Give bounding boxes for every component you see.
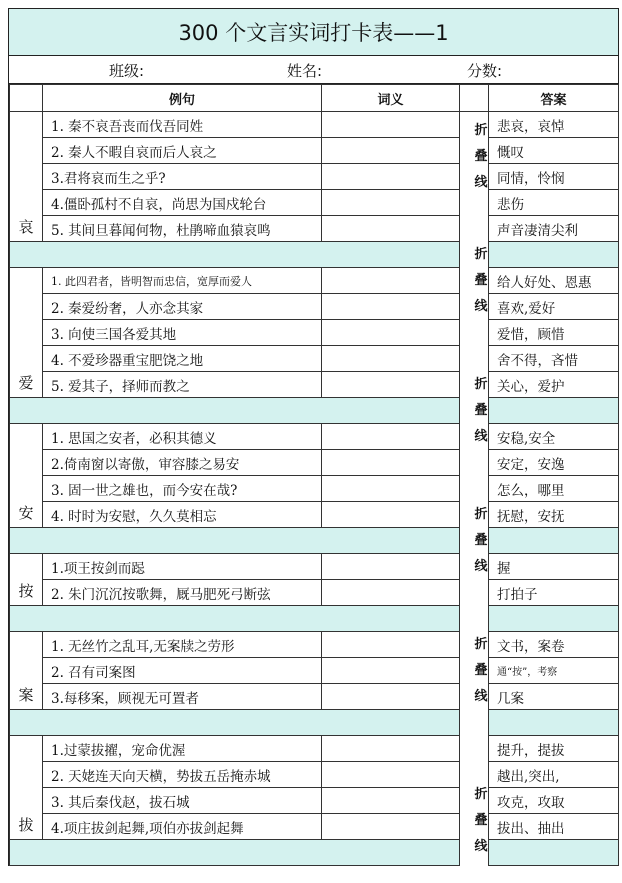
meaning-input[interactable]: [322, 164, 460, 190]
table-row: [10, 476, 619, 502]
meaning-input[interactable]: [322, 788, 460, 814]
answer-cell: 声音凄清尖利: [489, 216, 619, 242]
fold-label: 折: [474, 507, 488, 522]
example-sentence: 4. 不爱珍器重宝肥饶之地: [43, 346, 322, 372]
table-row: [10, 190, 619, 216]
answer-cell: 慨叹: [489, 138, 619, 164]
meaning-input[interactable]: [322, 736, 460, 762]
example-sentence: 3. 其后秦伐赵，拔石城: [43, 788, 322, 814]
example-sentence: 3.君将哀而生之乎?: [43, 164, 322, 190]
fold-line-column: [467, 92, 495, 883]
example-sentence: 4. 时时为安慰，久久莫相忘: [43, 502, 322, 528]
table-row: [10, 268, 619, 294]
example-sentence: 5. 其间旦暮闻何物，杜鹃啼血猿哀鸣: [43, 216, 322, 242]
table-header: [10, 85, 619, 112]
example-sentence: 2. 朱门沉沉按歌舞，厩马肥死弓断弦: [43, 580, 322, 606]
answer-cell: 攻克，攻取: [489, 788, 619, 814]
meaning-input[interactable]: [322, 138, 460, 164]
fold-label: 叠: [474, 533, 488, 548]
example-sentence: 1. 秦不哀吾丧而伐吾同姓: [43, 112, 322, 138]
answer-cell: 通“按”，考察: [489, 658, 619, 684]
example-sentence: 1.过蒙拔擢，宠命优渥: [43, 736, 322, 762]
answer-cell: 越出,突出,: [489, 762, 619, 788]
table-row: [10, 372, 619, 398]
fold-label: 线: [474, 689, 488, 704]
fold-label: 叠: [474, 403, 488, 418]
meaning-input[interactable]: [322, 554, 460, 580]
example-sentence: 4.项庄拔剑起舞,项伯亦拔剑起舞: [43, 814, 322, 840]
vocab-word: 拔: [10, 736, 43, 840]
table-row: [10, 320, 619, 346]
vocab-word: 哀: [10, 112, 43, 242]
answer-cell: 悲伤: [489, 190, 619, 216]
example-sentence: 1.项王按剑而跽: [43, 554, 322, 580]
fold-label: 线: [474, 429, 488, 444]
vocab-word: 安: [10, 424, 43, 528]
example-sentence: 3. 向使三国各爱其地: [43, 320, 322, 346]
table-row: [10, 580, 619, 606]
example-sentence: 2.倚南窗以寄傲，审容膝之易安: [43, 450, 322, 476]
answer-cell: 安稳,安全: [489, 424, 619, 450]
vocab-word: 按: [10, 554, 43, 606]
answer-cell: 拔出、抽出: [489, 814, 619, 840]
spacer-row: [10, 606, 619, 632]
meaning-input[interactable]: [322, 320, 460, 346]
spacer-row: [10, 840, 619, 866]
table-row: [10, 684, 619, 710]
meaning-input[interactable]: [322, 294, 460, 320]
table-row: [10, 632, 619, 658]
header-example: 例句: [43, 85, 322, 112]
spacer-row: [10, 398, 619, 424]
meaning-input[interactable]: [322, 476, 460, 502]
table-row: [10, 164, 619, 190]
answer-cell: 打拍子: [489, 580, 619, 606]
fold-label: 线: [474, 175, 488, 190]
answer-cell: 抚慰，安抚: [489, 502, 619, 528]
table-row: [10, 762, 619, 788]
table-body: [10, 112, 619, 866]
meaning-input[interactable]: [322, 580, 460, 606]
example-sentence: 3.每移案，顾视无可置者: [43, 684, 322, 710]
example-sentence: 1. 思国之安者，必积其德义: [43, 424, 322, 450]
answer-cell: 提升，提拔: [489, 736, 619, 762]
answer-cell: 文书，案卷: [489, 632, 619, 658]
table-row: [10, 450, 619, 476]
meaning-input[interactable]: [322, 372, 460, 398]
answer-cell: 握: [489, 554, 619, 580]
table-row: [10, 112, 619, 138]
vocab-word: 案: [10, 632, 43, 710]
example-sentence: 2. 秦人不暇自哀而后人哀之: [43, 138, 322, 164]
score-label: 分数:: [467, 62, 503, 80]
header-meaning: 词义: [322, 85, 460, 112]
example-sentence: 2. 天姥连天向天横，势拔五岳掩赤城: [43, 762, 322, 788]
fold-label: 叠: [474, 273, 488, 288]
answer-cell: 给人好处、恩惠: [489, 268, 619, 294]
meaning-input[interactable]: [322, 268, 460, 294]
fold-label: 折: [474, 787, 488, 802]
table-row: [10, 788, 619, 814]
example-sentence: 2. 秦爱纷奢，人亦念其家: [43, 294, 322, 320]
fold-label: 折: [474, 377, 488, 392]
spacer-row: [10, 528, 619, 554]
table-row: [10, 554, 619, 580]
meaning-input[interactable]: [322, 450, 460, 476]
fold-label: 折: [474, 123, 488, 138]
page-title: 300 个文言实词打卡表——1: [9, 9, 618, 56]
example-sentence: 1. 此四君者，皆明智而忠信，宽厚而爱人: [43, 268, 322, 294]
answer-cell: 关心，爱护: [489, 372, 619, 398]
spacer-row: [10, 242, 619, 268]
meaning-input[interactable]: [322, 632, 460, 658]
fold-label: 线: [474, 839, 488, 854]
meaning-input[interactable]: [322, 346, 460, 372]
answer-cell: 怎么，哪里: [489, 476, 619, 502]
example-sentence: 5. 爱其子，择师而教之: [43, 372, 322, 398]
meaning-input[interactable]: [322, 762, 460, 788]
answer-cell: 安定，安逸: [489, 450, 619, 476]
meaning-input[interactable]: [322, 216, 460, 242]
vocab-word: 爱: [10, 268, 43, 398]
meaning-input[interactable]: [322, 814, 460, 840]
fold-label: 叠: [474, 813, 488, 828]
worksheet: [8, 8, 619, 866]
fold-label: 叠: [474, 663, 488, 678]
answer-cell: 同情，怜悯: [489, 164, 619, 190]
table-row: [10, 424, 619, 450]
meaning-input[interactable]: [322, 502, 460, 528]
fold-label: 折: [474, 637, 488, 652]
example-sentence: 4.僵卧孤村不自哀，尚思为国戍轮台: [43, 190, 322, 216]
header-answer: 答案: [489, 85, 619, 112]
student-info-row: [9, 56, 618, 84]
meaning-input[interactable]: [322, 424, 460, 450]
name-label: 姓名:: [287, 62, 323, 80]
table-row: [10, 138, 619, 164]
fold-label: 折: [474, 247, 488, 262]
table-row: [10, 736, 619, 762]
table-row: [10, 814, 619, 840]
meaning-input[interactable]: [322, 112, 460, 138]
fold-label: 线: [474, 299, 488, 314]
example-sentence: 3. 固一世之雄也，而今安在哉?: [43, 476, 322, 502]
table-row: [10, 294, 619, 320]
table-row: [10, 346, 619, 372]
example-sentence: 1. 无丝竹之乱耳,无案牍之劳形: [43, 632, 322, 658]
table-row: [10, 216, 619, 242]
vocab-table: [9, 84, 619, 866]
answer-cell: 喜欢,爱好: [489, 294, 619, 320]
table-row: [10, 658, 619, 684]
answer-cell: 悲哀，哀悼: [489, 112, 619, 138]
meaning-input[interactable]: [322, 684, 460, 710]
answer-cell: 几案: [489, 684, 619, 710]
spacer-row: [10, 710, 619, 736]
meaning-input[interactable]: [322, 658, 460, 684]
class-label: 班级:: [109, 62, 145, 80]
header-word: [10, 85, 43, 112]
table-row: [10, 502, 619, 528]
fold-label: 线: [474, 559, 488, 574]
answer-cell: 爱惜，顾惜: [489, 320, 619, 346]
answer-cell: 舍不得，吝惜: [489, 346, 619, 372]
meaning-input[interactable]: [322, 190, 460, 216]
fold-label: 叠: [474, 149, 488, 164]
example-sentence: 2. 召有司案图: [43, 658, 322, 684]
